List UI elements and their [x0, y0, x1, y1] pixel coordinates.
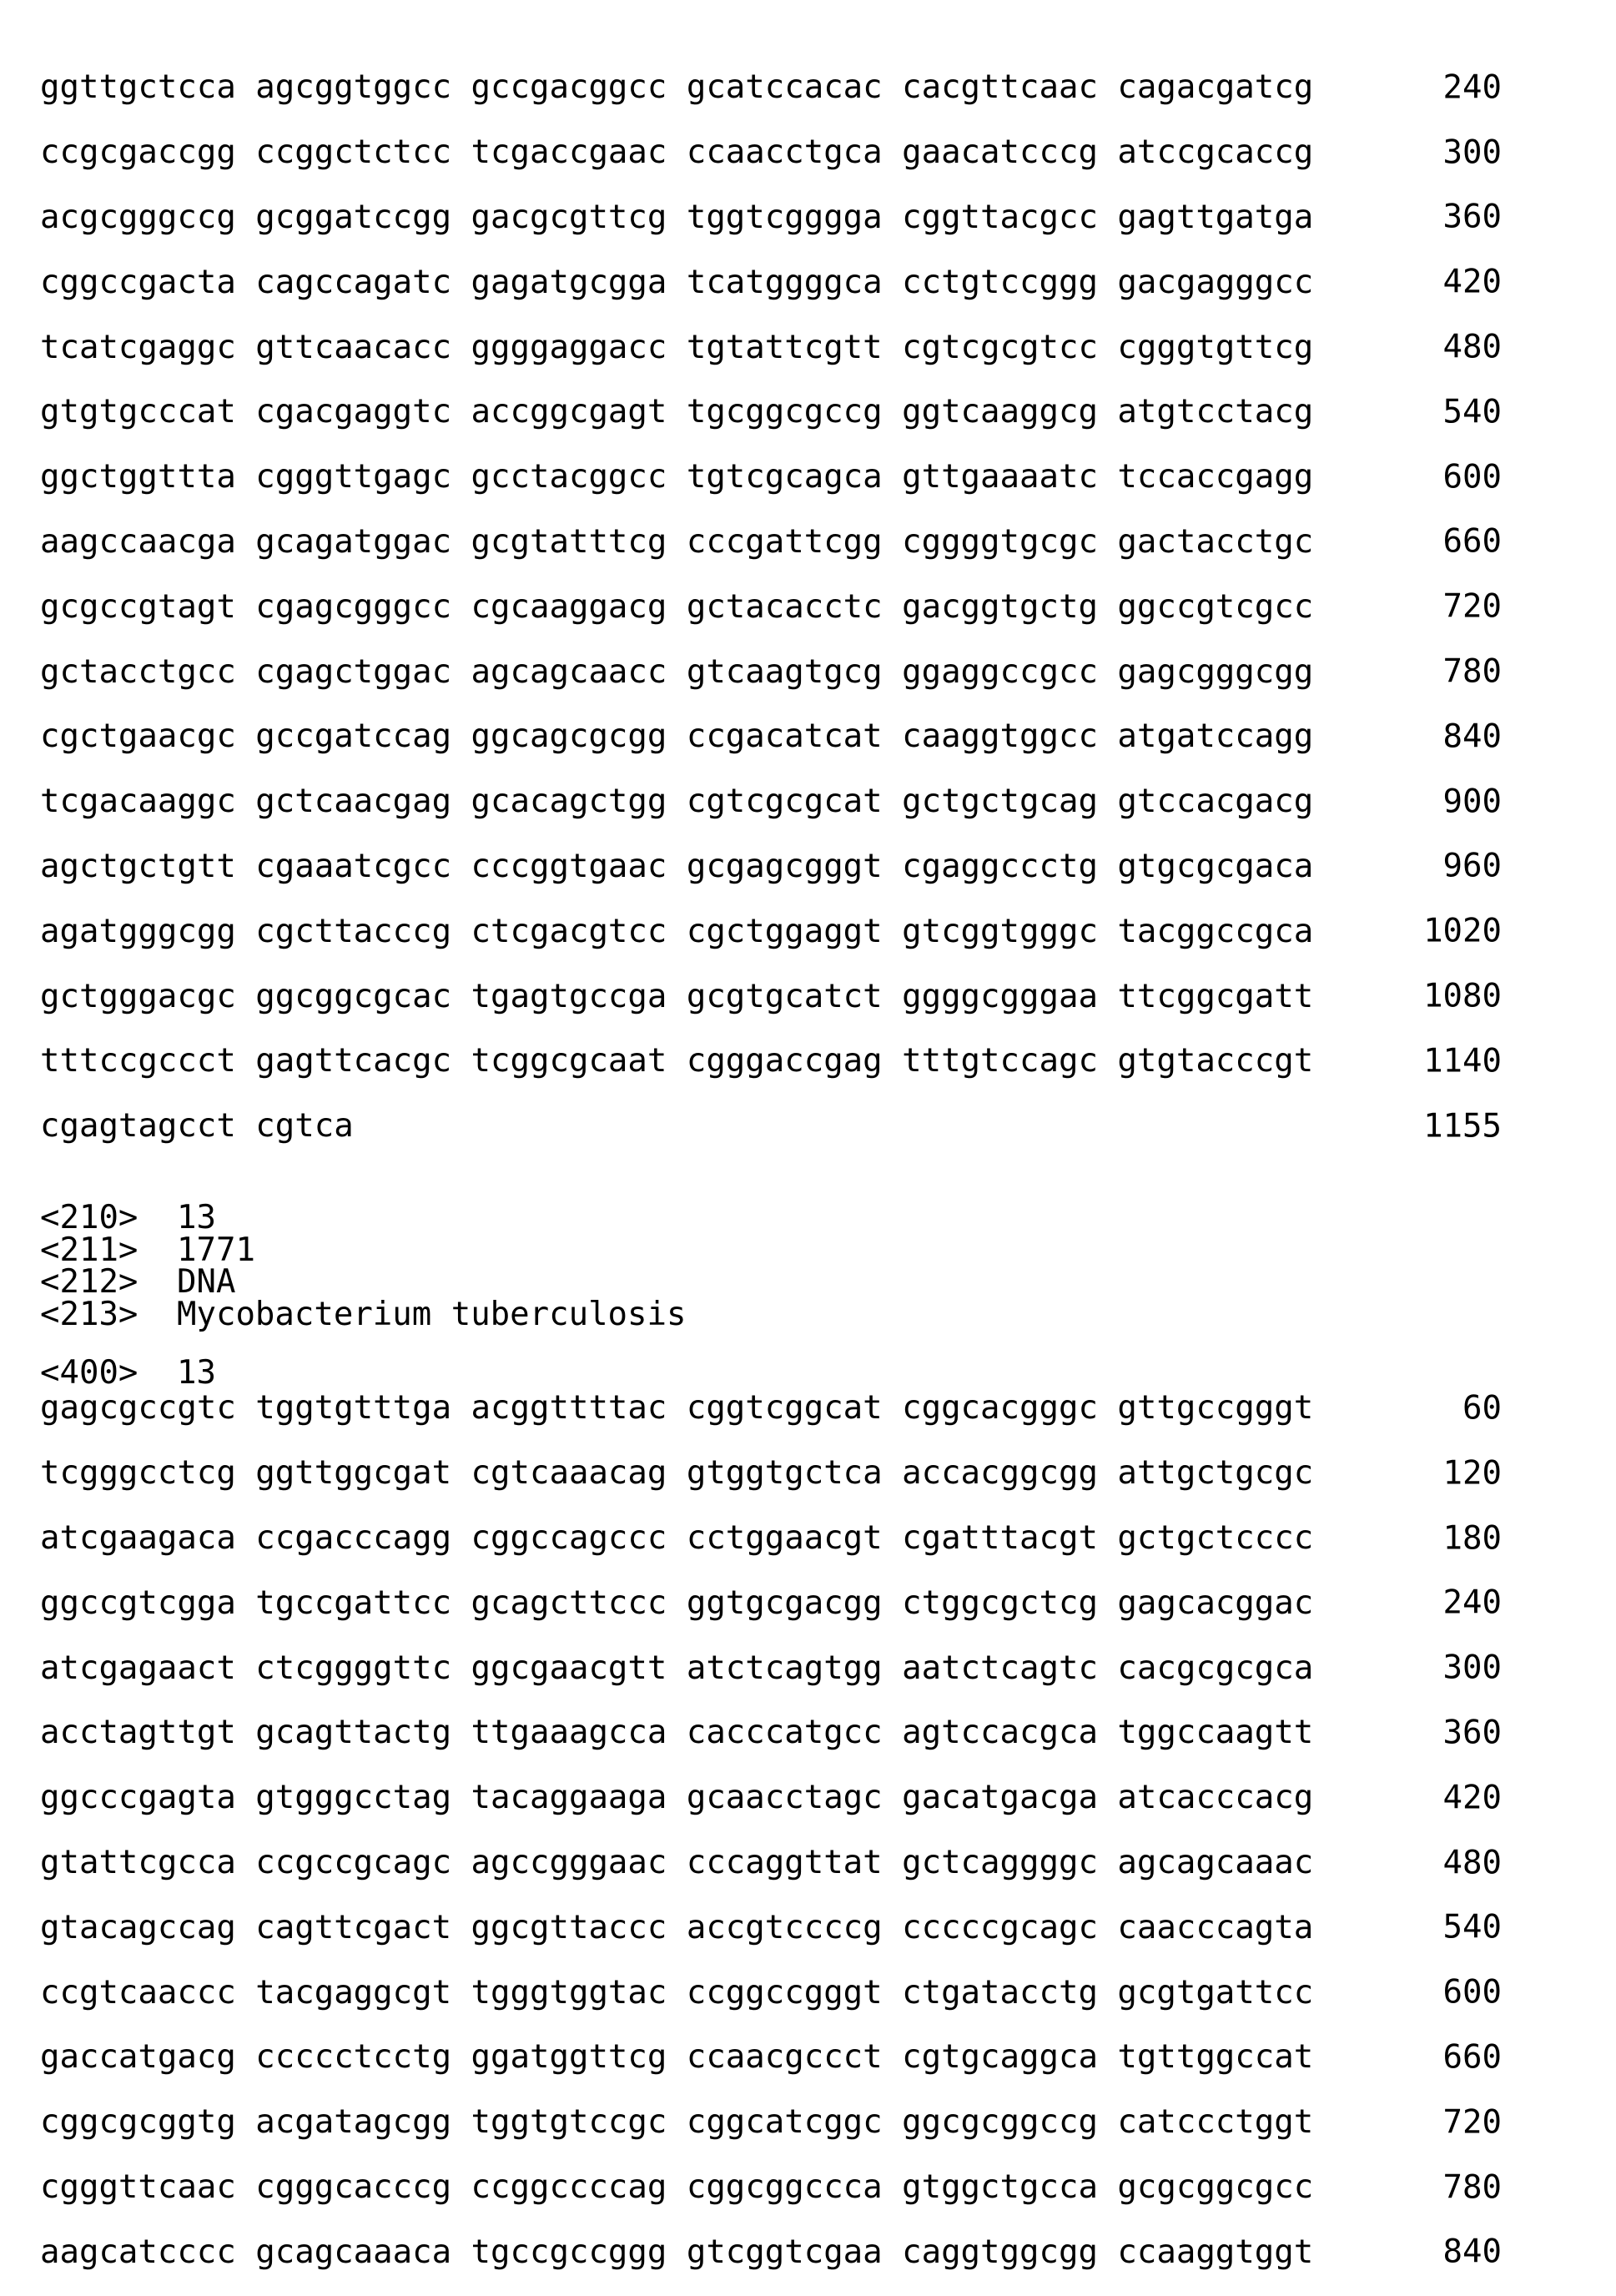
sequence-text: cggcgcggtg acgatagcgg tggtgtccgc cggcatcggc ggcgcggccg catccctggt: [40, 2103, 1314, 2142]
sequence-text: agctgctgtt cgaaatcgcc cccggtgaac gcgagcgggt cgaggccctg gtgcgcgaca: [40, 847, 1314, 885]
sequence-line: [0, 315, 1616, 380]
position-number: 540: [1442, 393, 1502, 431]
sequence-text: acgcgggccg gcggatccgg gacgcgttcg tggtcgggga cggttacgcc gagttgatga: [40, 198, 1314, 236]
sequence-line: [0, 1029, 1616, 1094]
position-number: 660: [1442, 522, 1502, 561]
sequence-line: [0, 899, 1616, 964]
sequence-text: agatgggcgg cgcttacccg ctcgacgtcc cgctggaggt gtcggtgggc tacggccgca: [40, 912, 1314, 950]
position-number: 240: [1442, 68, 1502, 107]
sequence-line: [0, 1506, 1616, 1571]
position-number: 360: [1442, 198, 1502, 236]
sequence-text: aagcatcccc gcagcaaaca tgccgccggg gtcggtcgaa caggtggcgg ccaaggtggt: [40, 2233, 1314, 2271]
metadata-value: Mycobacterium tuberculosis: [177, 1295, 687, 1333]
sequence-line: [0, 2155, 1616, 2220]
sequence-line: [0, 1765, 1616, 1830]
position-number: 60: [1462, 1389, 1502, 1427]
sequence-text: gcgccgtagt cgagcgggcc cgcaaggacg gctacacctc gacggtgctg ggccgtcgcc: [40, 587, 1314, 626]
sequence-line: [0, 1895, 1616, 1960]
metadata-tag: <211>: [40, 1231, 138, 1269]
metadata-line: [0, 1231, 1616, 1269]
position-number: 180: [1442, 1519, 1502, 1558]
sequence-text: gtattcgcca ccgccgcagc agccgggaac cccaggttat gctcaggggc agcagcaaac: [40, 1844, 1314, 1882]
sequence-line: [0, 445, 1616, 510]
sequence-line: [0, 1635, 1616, 1700]
position-number: 480: [1442, 328, 1502, 366]
sequence-text: cgggttcaac cgggcacccg ccggccccag cggcggccca gtggctgcca gcgcggcgcc: [40, 2168, 1314, 2206]
sequence-line: [0, 964, 1616, 1029]
sequence-text: cgctgaacgc gccgatccag ggcagcgcgg ccgacatcat caaggtggcc atgatccagg: [40, 718, 1314, 756]
sequence-line: [0, 55, 1616, 120]
sequence-text: gtgtgcccat cgacgaggtc accggcgagt tgcggcgccg ggtcaaggcg atgtcctacg: [40, 393, 1314, 431]
sequence-line: [0, 2025, 1616, 2090]
sequence-text: acctagttgt gcagttactg ttgaaagcca cacccatgcc agtccacgca tggccaagtt: [40, 1714, 1314, 1752]
position-number: 360: [1442, 1714, 1502, 1752]
metadata-value: 13: [177, 1354, 216, 1392]
metadata-value: DNA: [177, 1263, 236, 1302]
metadata-tag: <210>: [40, 1199, 138, 1237]
sequence-line: [0, 2219, 1616, 2284]
position-number: 240: [1442, 1584, 1502, 1622]
sequence-text: gagcgccgtc tggtgtttga acggttttac cggtcggcat cggcacgggc gttgccgggt: [40, 1389, 1314, 1427]
position-number: 420: [1442, 263, 1502, 301]
sequence-line: [0, 1960, 1616, 2025]
sequence-text: ccgcgaccgg ccggctctcc tcgaccgaac ccaacctgca gaacatcccg atccgcaccg: [40, 133, 1314, 172]
sequence-text: ggttgctcca agcggtggcc gccgacggcc gcatccacac cacgttcaac cagacgatcg: [40, 68, 1314, 107]
sequence-line: [0, 1441, 1616, 1506]
metadata-tag: <212>: [40, 1263, 138, 1302]
sequence-line: [0, 2090, 1616, 2155]
metadata-line: [0, 1263, 1616, 1302]
position-number: 780: [1442, 652, 1502, 691]
position-number: 720: [1442, 587, 1502, 626]
sequence-block-2: [0, 1376, 1616, 2284]
sequence-line: [0, 1700, 1616, 1765]
sequence-line: [0, 510, 1616, 575]
sequence-text: cggccgacta cagccagatc gagatgcgga tcatggggca cctgtccggg gacgagggcc: [40, 263, 1314, 301]
sequence-text: ggctggttta cgggttgagc gcctacggcc tgtcgcagca gttgaaaatc tccaccgagg: [40, 458, 1314, 496]
metadata-line: [0, 1199, 1616, 1237]
sequence-text: tcgggcctcg ggttggcgat cgtcaaacag gtggtgctca accacggcgg attgctgcgc: [40, 1454, 1314, 1493]
position-number: 900: [1442, 783, 1502, 821]
position-number: 540: [1442, 1908, 1502, 1946]
position-number: 600: [1442, 458, 1502, 496]
sequence-line: [0, 1376, 1616, 1441]
sequence-text: ggcccgagta gtgggcctag tacaggaaga gcaacctagc gacatgacga atcacccacg: [40, 1779, 1314, 1817]
sequence-text: tttccgccct gagttcacgc tcggcgcaat cgggaccgag tttgtccagc gtgtacccgt: [40, 1042, 1314, 1080]
metadata-tag: <400>: [40, 1354, 138, 1392]
sequence-text: gtacagccag cagttcgact ggcgttaccc accgtccccg cccccgcagc caacccagta: [40, 1908, 1314, 1946]
position-number: 840: [1442, 2233, 1502, 2271]
sequence-line: [0, 574, 1616, 639]
position-number: 780: [1442, 2168, 1502, 2206]
sequence-text: gaccatgacg ccccctcctg ggatggttcg ccaacgccct cgtgcaggca tgttggccat: [40, 2038, 1314, 2077]
position-number: 480: [1442, 1844, 1502, 1882]
position-number: 1020: [1423, 912, 1502, 950]
sequence-text: tcgacaaggc gctcaacgag gcacagctgg cgtcgcgcat gctgctgcag gtccacgacg: [40, 783, 1314, 821]
position-number: 720: [1442, 2103, 1502, 2142]
sequence-text: ggccgtcgga tgccgattcc gcagcttccc ggtgcgacgg ctggcgctcg gagcacggac: [40, 1584, 1314, 1622]
position-number: 960: [1442, 847, 1502, 885]
sequence-text: gctgggacgc ggcggcgcac tgagtgccga gcgtgcatct ggggcgggaa ttcggcgatt: [40, 977, 1314, 1015]
metadata-tag: <213>: [40, 1295, 138, 1333]
position-number: 1140: [1423, 1042, 1502, 1080]
sequence-line: [0, 1830, 1616, 1896]
sequence-text: aagccaacga gcagatggac gcgtatttcg cccgattcgg cggggtgcgc gactacctgc: [40, 522, 1314, 561]
sequence-text: cgagtagcct cgtca: [40, 1107, 354, 1145]
position-number: 120: [1442, 1454, 1502, 1493]
sequence-text: gctacctgcc cgagctggac agcagcaacc gtcaagtgcg ggaggccgcc gagcgggcgg: [40, 652, 1314, 691]
position-number: 660: [1442, 2038, 1502, 2077]
sequence-block-1: [0, 55, 1616, 1159]
sequence-line: [0, 1094, 1616, 1159]
position-number: 1155: [1423, 1107, 1502, 1145]
metadata-line: [0, 1295, 1616, 1333]
sequence-text: tcatcgaggc gttcaacacc ggggaggacc tgtattcgtt cgtcgcgtcc cgggtgttcg: [40, 328, 1314, 366]
position-number: 1080: [1423, 977, 1502, 1015]
position-number: 840: [1442, 718, 1502, 756]
metadata-value: 13: [177, 1199, 216, 1237]
sequence-line: [0, 120, 1616, 185]
sequence-line: [0, 769, 1616, 834]
position-number: 300: [1442, 1649, 1502, 1687]
sequence-text: atcgagaact ctcggggttc ggcgaacgtt atctcagtgg aatctcagtc cacgcgcgca: [40, 1649, 1314, 1687]
position-number: 300: [1442, 133, 1502, 172]
sequence-line: [0, 185, 1616, 250]
metadata-value: 1771: [177, 1231, 255, 1269]
sequence-text: ccgtcaaccc tacgaggcgt tgggtggtac ccggccgggt ctgatacctg gcgtgattcc: [40, 1973, 1314, 2012]
sequence-line: [0, 380, 1616, 445]
position-number: 420: [1442, 1779, 1502, 1817]
sequence-text: atcgaagaca ccgacccagg cggccagccc cctggaacgt cgatttacgt gctgctcccc: [40, 1519, 1314, 1558]
sequence-line: [0, 834, 1616, 899]
sequence-line: [0, 249, 1616, 315]
sequence-line: [0, 639, 1616, 704]
position-number: 600: [1442, 1973, 1502, 2012]
sequence-line: [0, 1570, 1616, 1635]
metadata-block: [0, 1199, 1616, 1333]
sequence-line: [0, 704, 1616, 769]
